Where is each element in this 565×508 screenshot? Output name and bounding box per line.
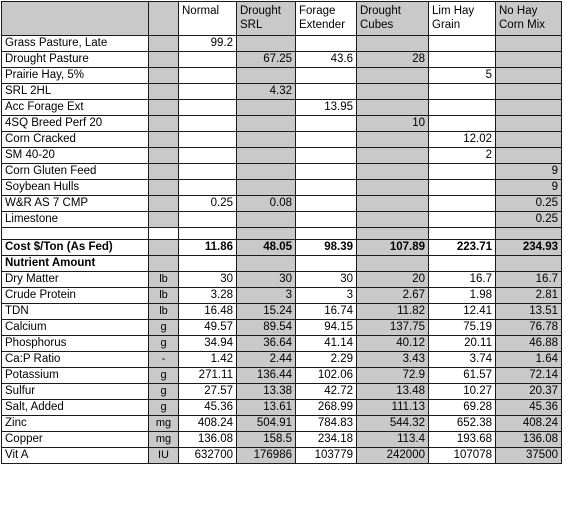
value-cell-drought-srl: 158.5 — [237, 432, 296, 448]
unit-cell: mg — [149, 416, 179, 432]
value-cell-drought-cubes: 28 — [357, 52, 429, 68]
value-cell-drought-cubes: 107.89 — [357, 240, 429, 256]
row-label: Ca:P Ratio — [2, 352, 149, 368]
value-cell-drought-cubes: 10 — [357, 116, 429, 132]
value-cell-forage-extender: 42.72 — [296, 384, 357, 400]
row-label: TDN — [2, 304, 149, 320]
value-cell-no-hay-corn-mix: 46.88 — [496, 336, 562, 352]
unit-cell: mg — [149, 432, 179, 448]
value-cell-lim-hay-grain: 5 — [429, 68, 496, 84]
value-cell-drought-cubes — [357, 196, 429, 212]
value-cell-normal — [179, 68, 237, 84]
unit-cell — [149, 52, 179, 68]
value-cell-lim-hay-grain: 12.02 — [429, 132, 496, 148]
value-cell-lim-hay-grain: 193.68 — [429, 432, 496, 448]
column-header-normal: Normal — [179, 2, 237, 36]
header-corner-cell — [2, 2, 149, 36]
value-cell-normal: 136.08 — [179, 432, 237, 448]
unit-cell: g — [149, 384, 179, 400]
value-cell-normal — [179, 52, 237, 68]
ingredient-row — [2, 84, 562, 100]
value-cell-no-hay-corn-mix — [496, 148, 562, 164]
value-cell-drought-srl: 36.64 — [237, 336, 296, 352]
value-cell-drought-cubes: 2.67 — [357, 288, 429, 304]
column-header-forage-extender: Forage Extender — [296, 2, 357, 36]
value-cell-forage-extender — [296, 212, 357, 228]
value-cell-normal: 632700 — [179, 448, 237, 464]
nutrient-row — [2, 432, 562, 448]
value-cell-drought-cubes: 111.13 — [357, 400, 429, 416]
value-cell-forage-extender — [296, 116, 357, 132]
ingredient-row — [2, 116, 562, 132]
value-cell-normal: 99.2 — [179, 36, 237, 52]
unit-cell: lb — [149, 288, 179, 304]
value-cell-drought-cubes — [357, 228, 429, 240]
value-cell-no-hay-corn-mix: 37500 — [496, 448, 562, 464]
ration-comparison-table — [1, 1, 562, 464]
nutrient-row — [2, 384, 562, 400]
value-cell-drought-cubes: 3.43 — [357, 352, 429, 368]
value-cell-drought-srl — [237, 132, 296, 148]
value-cell-drought-cubes — [357, 256, 429, 272]
value-cell-forage-extender: 103779 — [296, 448, 357, 464]
value-cell-no-hay-corn-mix — [496, 256, 562, 272]
value-cell-drought-cubes — [357, 68, 429, 84]
value-cell-no-hay-corn-mix — [496, 84, 562, 100]
nutrient-row — [2, 448, 562, 464]
unit-cell — [149, 68, 179, 84]
nutrient-row — [2, 368, 562, 384]
value-cell-drought-cubes: 13.48 — [357, 384, 429, 400]
nutrient-section-row — [2, 256, 562, 272]
value-cell-forage-extender: 13.95 — [296, 100, 357, 116]
value-cell-lim-hay-grain: 69.28 — [429, 400, 496, 416]
value-cell-lim-hay-grain: 107078 — [429, 448, 496, 464]
value-cell-no-hay-corn-mix: 72.14 — [496, 368, 562, 384]
ingredient-row — [2, 36, 562, 52]
row-label: Drought Pasture — [2, 52, 149, 68]
nutrient-row — [2, 336, 562, 352]
value-cell-forage-extender — [296, 164, 357, 180]
cost-row — [2, 240, 562, 256]
unit-cell — [149, 196, 179, 212]
value-cell-normal — [179, 256, 237, 272]
value-cell-lim-hay-grain — [429, 196, 496, 212]
unit-cell: g — [149, 368, 179, 384]
row-label: W&R AS 7 CMP — [2, 196, 149, 212]
value-cell-drought-cubes — [357, 132, 429, 148]
value-cell-forage-extender — [296, 180, 357, 196]
value-cell-normal — [179, 180, 237, 196]
value-cell-drought-srl: 13.61 — [237, 400, 296, 416]
value-cell-lim-hay-grain — [429, 180, 496, 196]
value-cell-no-hay-corn-mix — [496, 52, 562, 68]
nutrient-row — [2, 272, 562, 288]
value-cell-lim-hay-grain: 16.7 — [429, 272, 496, 288]
value-cell-drought-cubes: 40.12 — [357, 336, 429, 352]
value-cell-normal: 0.25 — [179, 196, 237, 212]
row-label: Zinc — [2, 416, 149, 432]
value-cell-drought-srl: 30 — [237, 272, 296, 288]
ingredient-row — [2, 180, 562, 196]
value-cell-drought-cubes: 137.75 — [357, 320, 429, 336]
value-cell-normal: 1.42 — [179, 352, 237, 368]
value-cell-lim-hay-grain — [429, 256, 496, 272]
row-label: Salt, Added — [2, 400, 149, 416]
value-cell-normal: 408.24 — [179, 416, 237, 432]
value-cell-normal — [179, 84, 237, 100]
unit-cell: g — [149, 336, 179, 352]
value-cell-no-hay-corn-mix: 136.08 — [496, 432, 562, 448]
unit-cell — [149, 212, 179, 228]
value-cell-no-hay-corn-mix: 0.25 — [496, 212, 562, 228]
value-cell-forage-extender: 16.74 — [296, 304, 357, 320]
unit-cell — [149, 228, 179, 240]
value-cell-normal — [179, 148, 237, 164]
value-cell-drought-srl: 0.08 — [237, 196, 296, 212]
value-cell-forage-extender: 234.18 — [296, 432, 357, 448]
value-cell-no-hay-corn-mix — [496, 100, 562, 116]
table-body — [2, 2, 562, 464]
unit-cell — [149, 240, 179, 256]
nutrient-row — [2, 352, 562, 368]
value-cell-drought-cubes — [357, 180, 429, 196]
value-cell-forage-extender — [296, 196, 357, 212]
value-cell-no-hay-corn-mix: 408.24 — [496, 416, 562, 432]
row-label: Soybean Hulls — [2, 180, 149, 196]
row-label: Grass Pasture, Late — [2, 36, 149, 52]
value-cell-forage-extender — [296, 148, 357, 164]
value-cell-lim-hay-grain: 3.74 — [429, 352, 496, 368]
value-cell-lim-hay-grain: 2 — [429, 148, 496, 164]
value-cell-drought-cubes — [357, 84, 429, 100]
value-cell-forage-extender — [296, 228, 357, 240]
value-cell-drought-cubes — [357, 100, 429, 116]
value-cell-no-hay-corn-mix: 234.93 — [496, 240, 562, 256]
value-cell-no-hay-corn-mix: 13.51 — [496, 304, 562, 320]
value-cell-forage-extender: 41.14 — [296, 336, 357, 352]
spacer-row — [2, 228, 562, 240]
row-label: Cost $/Ton (As Fed) — [2, 240, 149, 256]
value-cell-lim-hay-grain — [429, 212, 496, 228]
value-cell-drought-srl: 48.05 — [237, 240, 296, 256]
value-cell-normal: 271.11 — [179, 368, 237, 384]
unit-cell — [149, 36, 179, 52]
unit-cell: g — [149, 400, 179, 416]
value-cell-drought-srl — [237, 148, 296, 164]
unit-cell: - — [149, 352, 179, 368]
value-cell-lim-hay-grain — [429, 52, 496, 68]
value-cell-lim-hay-grain: 61.57 — [429, 368, 496, 384]
value-cell-forage-extender — [296, 68, 357, 84]
value-cell-normal: 16.48 — [179, 304, 237, 320]
value-cell-drought-srl — [237, 212, 296, 228]
value-cell-normal: 27.57 — [179, 384, 237, 400]
value-cell-drought-cubes — [357, 164, 429, 180]
unit-cell — [149, 132, 179, 148]
value-cell-forage-extender — [296, 132, 357, 148]
value-cell-normal: 3.28 — [179, 288, 237, 304]
value-cell-normal: 34.94 — [179, 336, 237, 352]
row-label: Crude Protein — [2, 288, 149, 304]
value-cell-normal — [179, 212, 237, 228]
ingredient-row — [2, 68, 562, 84]
nutrient-row — [2, 400, 562, 416]
value-cell-no-hay-corn-mix: 45.36 — [496, 400, 562, 416]
value-cell-drought-srl — [237, 256, 296, 272]
value-cell-normal — [179, 100, 237, 116]
value-cell-lim-hay-grain: 1.98 — [429, 288, 496, 304]
value-cell-forage-extender — [296, 256, 357, 272]
ingredient-row — [2, 148, 562, 164]
value-cell-no-hay-corn-mix — [496, 36, 562, 52]
ingredient-row — [2, 164, 562, 180]
row-label: Acc Forage Ext — [2, 100, 149, 116]
value-cell-normal — [179, 116, 237, 132]
row-label: Phosphorus — [2, 336, 149, 352]
unit-cell — [149, 116, 179, 132]
ingredient-row — [2, 100, 562, 116]
ingredient-row — [2, 132, 562, 148]
value-cell-forage-extender: 98.39 — [296, 240, 357, 256]
value-cell-lim-hay-grain — [429, 84, 496, 100]
value-cell-drought-srl: 176986 — [237, 448, 296, 464]
row-label: Potassium — [2, 368, 149, 384]
value-cell-drought-cubes: 113.4 — [357, 432, 429, 448]
value-cell-drought-srl: 67.25 — [237, 52, 296, 68]
value-cell-lim-hay-grain: 652.38 — [429, 416, 496, 432]
value-cell-no-hay-corn-mix: 9 — [496, 180, 562, 196]
value-cell-drought-srl: 13.38 — [237, 384, 296, 400]
row-label: Prairie Hay, 5% — [2, 68, 149, 84]
value-cell-drought-cubes: 242000 — [357, 448, 429, 464]
unit-cell: IU — [149, 448, 179, 464]
nutrient-row — [2, 304, 562, 320]
ingredient-row — [2, 52, 562, 68]
value-cell-drought-srl: 136.44 — [237, 368, 296, 384]
value-cell-drought-cubes — [357, 36, 429, 52]
unit-cell — [149, 256, 179, 272]
value-cell-forage-extender: 3 — [296, 288, 357, 304]
value-cell-lim-hay-grain — [429, 36, 496, 52]
value-cell-no-hay-corn-mix: 76.78 — [496, 320, 562, 336]
value-cell-normal — [179, 132, 237, 148]
row-label: 4SQ Breed Perf 20 — [2, 116, 149, 132]
value-cell-drought-cubes: 72.9 — [357, 368, 429, 384]
row-label: Calcium — [2, 320, 149, 336]
value-cell-drought-cubes: 11.82 — [357, 304, 429, 320]
value-cell-forage-extender: 102.06 — [296, 368, 357, 384]
value-cell-normal: 45.36 — [179, 400, 237, 416]
value-cell-lim-hay-grain: 223.71 — [429, 240, 496, 256]
value-cell-forage-extender: 268.99 — [296, 400, 357, 416]
value-cell-no-hay-corn-mix: 1.64 — [496, 352, 562, 368]
value-cell-lim-hay-grain — [429, 228, 496, 240]
value-cell-no-hay-corn-mix: 9 — [496, 164, 562, 180]
row-label — [2, 228, 149, 240]
column-header-drought-srl: Drought SRL — [237, 2, 296, 36]
value-cell-lim-hay-grain: 10.27 — [429, 384, 496, 400]
value-cell-no-hay-corn-mix: 20.37 — [496, 384, 562, 400]
nutrient-row — [2, 288, 562, 304]
value-cell-no-hay-corn-mix: 0.25 — [496, 196, 562, 212]
value-cell-drought-srl: 89.54 — [237, 320, 296, 336]
ingredient-row — [2, 212, 562, 228]
row-label: Corn Gluten Feed — [2, 164, 149, 180]
value-cell-lim-hay-grain — [429, 164, 496, 180]
unit-cell — [149, 180, 179, 196]
value-cell-drought-srl — [237, 68, 296, 84]
row-label: Limestone — [2, 212, 149, 228]
row-label: Corn Cracked — [2, 132, 149, 148]
value-cell-drought-srl: 4.32 — [237, 84, 296, 100]
value-cell-no-hay-corn-mix: 16.7 — [496, 272, 562, 288]
value-cell-lim-hay-grain — [429, 116, 496, 132]
value-cell-normal: 30 — [179, 272, 237, 288]
value-cell-no-hay-corn-mix — [496, 116, 562, 132]
row-label: Sulfur — [2, 384, 149, 400]
value-cell-drought-srl — [237, 116, 296, 132]
value-cell-forage-extender: 784.83 — [296, 416, 357, 432]
value-cell-drought-srl: 504.91 — [237, 416, 296, 432]
value-cell-drought-srl — [237, 36, 296, 52]
column-header-lim-hay-grain: Lim Hay Grain — [429, 2, 496, 36]
column-header-no-hay-corn-mix: No Hay Corn Mix — [496, 2, 562, 36]
row-label: SM 40-20 — [2, 148, 149, 164]
value-cell-drought-srl — [237, 164, 296, 180]
unit-cell: lb — [149, 272, 179, 288]
value-cell-no-hay-corn-mix: 2.81 — [496, 288, 562, 304]
unit-cell — [149, 84, 179, 100]
ingredient-row — [2, 196, 562, 212]
unit-cell: g — [149, 320, 179, 336]
value-cell-no-hay-corn-mix — [496, 68, 562, 84]
value-cell-forage-extender — [296, 36, 357, 52]
unit-cell — [149, 100, 179, 116]
unit-cell — [149, 148, 179, 164]
value-cell-normal — [179, 228, 237, 240]
value-cell-forage-extender: 43.6 — [296, 52, 357, 68]
row-label: SRL 2HL — [2, 84, 149, 100]
column-header-drought-cubes: Drought Cubes — [357, 2, 429, 36]
value-cell-drought-cubes: 20 — [357, 272, 429, 288]
value-cell-drought-srl — [237, 228, 296, 240]
value-cell-drought-srl: 15.24 — [237, 304, 296, 320]
value-cell-drought-cubes — [357, 148, 429, 164]
header-unit-cell — [149, 2, 179, 36]
value-cell-lim-hay-grain — [429, 100, 496, 116]
value-cell-forage-extender: 94.15 — [296, 320, 357, 336]
value-cell-lim-hay-grain: 12.41 — [429, 304, 496, 320]
row-label: Vit A — [2, 448, 149, 464]
value-cell-drought-srl — [237, 100, 296, 116]
value-cell-drought-cubes — [357, 212, 429, 228]
value-cell-normal: 49.57 — [179, 320, 237, 336]
value-cell-forage-extender: 30 — [296, 272, 357, 288]
value-cell-no-hay-corn-mix — [496, 228, 562, 240]
unit-cell — [149, 164, 179, 180]
header-row — [2, 2, 562, 36]
nutrient-row — [2, 416, 562, 432]
value-cell-lim-hay-grain: 75.19 — [429, 320, 496, 336]
nutrient-section-title: Nutrient Amount — [2, 256, 149, 272]
value-cell-drought-cubes: 544.32 — [357, 416, 429, 432]
value-cell-forage-extender: 2.29 — [296, 352, 357, 368]
row-label: Copper — [2, 432, 149, 448]
unit-cell: lb — [149, 304, 179, 320]
nutrient-row — [2, 320, 562, 336]
value-cell-drought-srl: 3 — [237, 288, 296, 304]
value-cell-lim-hay-grain: 20.11 — [429, 336, 496, 352]
value-cell-forage-extender — [296, 84, 357, 100]
value-cell-drought-srl — [237, 180, 296, 196]
value-cell-normal: 11.86 — [179, 240, 237, 256]
value-cell-no-hay-corn-mix — [496, 132, 562, 148]
row-label: Dry Matter — [2, 272, 149, 288]
value-cell-drought-srl: 2.44 — [237, 352, 296, 368]
value-cell-normal — [179, 164, 237, 180]
